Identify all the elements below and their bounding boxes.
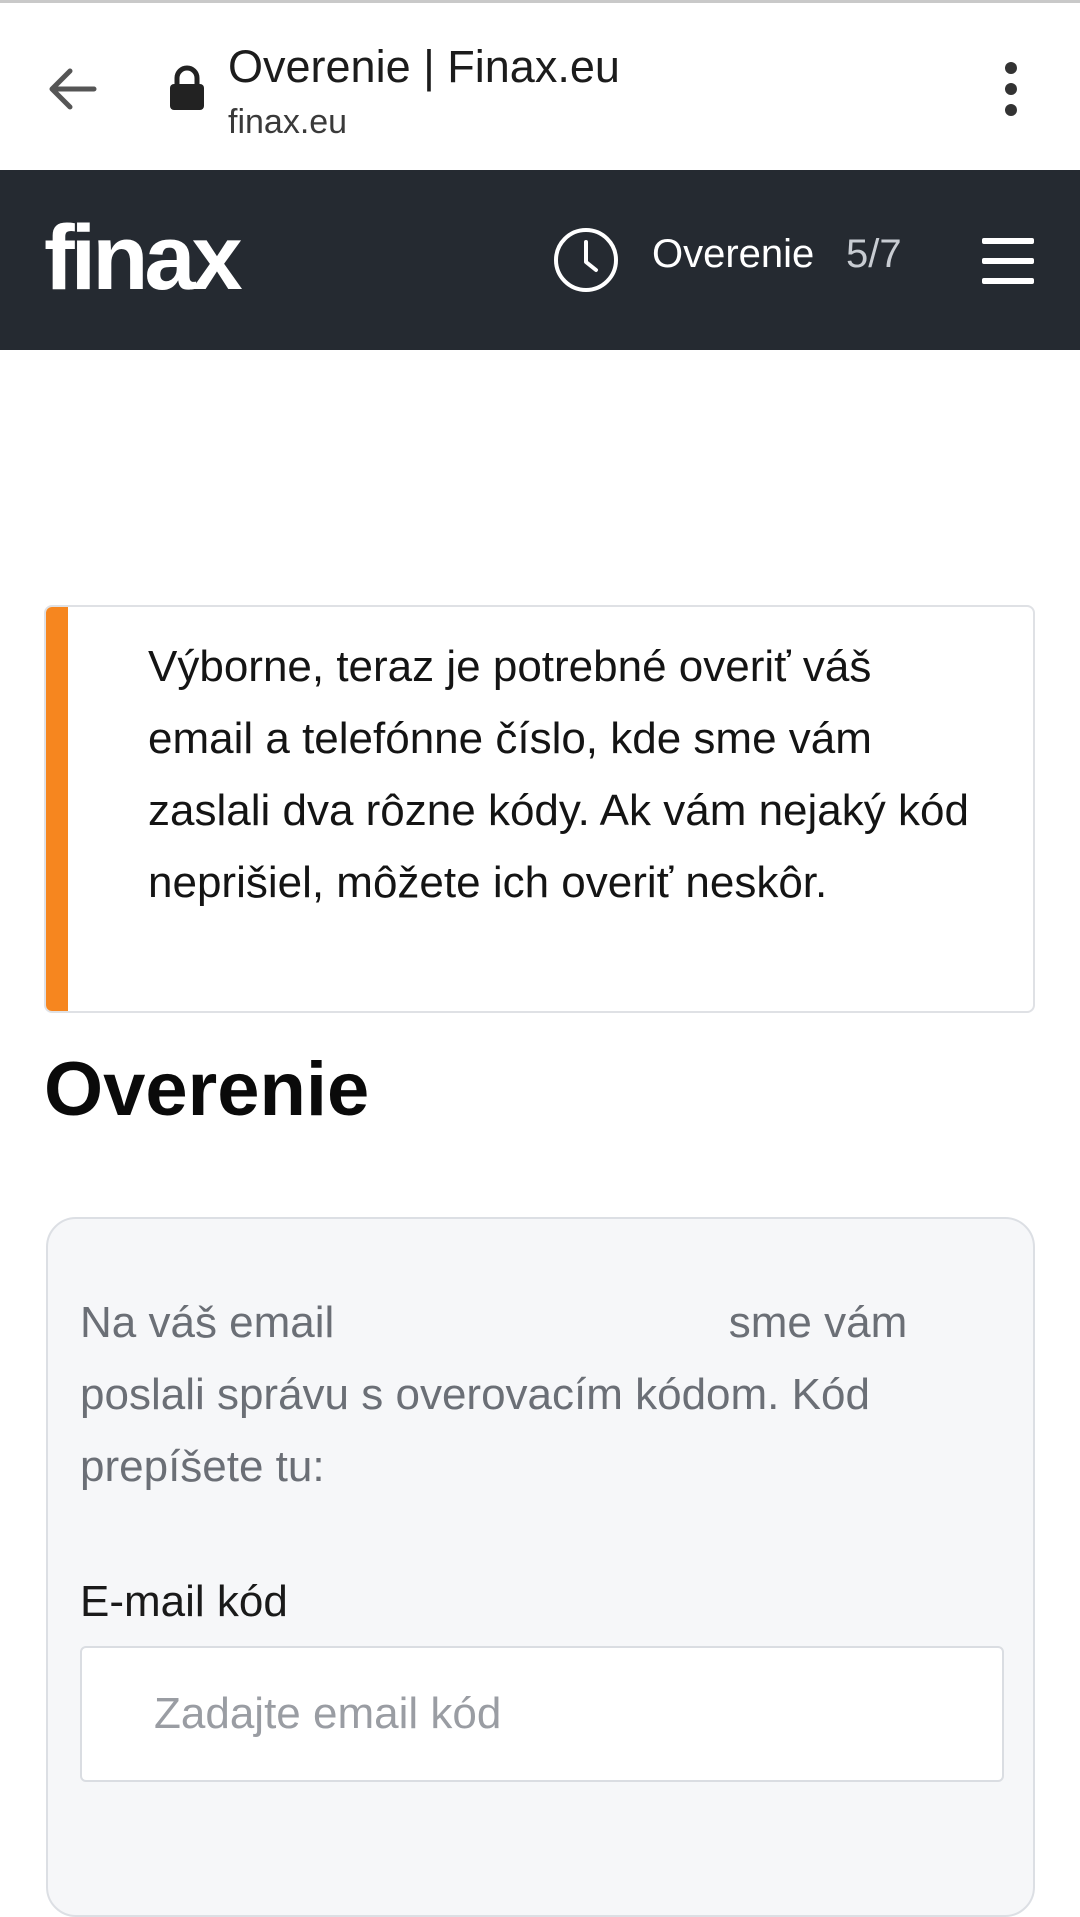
instructions-start: Na váš email <box>80 1298 335 1347</box>
browser-toolbar <box>0 0 1080 170</box>
section-heading: Overenie <box>44 1047 370 1132</box>
clock-icon <box>552 226 620 294</box>
alert-accent-bar <box>46 607 68 1011</box>
email-code-label: E-mail kód <box>80 1577 288 1626</box>
email-verification-card <box>46 1217 1035 1917</box>
url-domain[interactable]: finax.eu <box>228 103 348 141</box>
email-code-input[interactable] <box>80 1646 1004 1782</box>
step-count: 5/7 <box>846 232 902 276</box>
info-alert <box>44 605 1035 1013</box>
lock-icon <box>168 65 206 111</box>
page-title-text[interactable]: Overenie | Finax.eu <box>228 41 620 92</box>
alert-message: Výborne, teraz je potrebné overiť váš email a telefónne číslo, kde sme vám zaslali dva rôzne kódy. Ak vám nejaký kód neprišiel, môžete ich overiť neskôr. <box>148 642 969 907</box>
redacted-email-address <box>347 1305 717 1345</box>
step-label: Overenie <box>652 232 815 276</box>
instructions-end: sme vám poslali správu s overovacím kódom. Kód prepíšete tu: <box>80 1298 908 1491</box>
site-header <box>0 170 1080 350</box>
hamburger-menu-icon[interactable] <box>980 236 1036 286</box>
back-arrow-icon[interactable] <box>42 61 102 117</box>
more-vertical-icon[interactable] <box>990 59 1032 119</box>
finax-logo[interactable]: finax <box>44 207 239 309</box>
email-instructions <box>80 1287 990 1503</box>
